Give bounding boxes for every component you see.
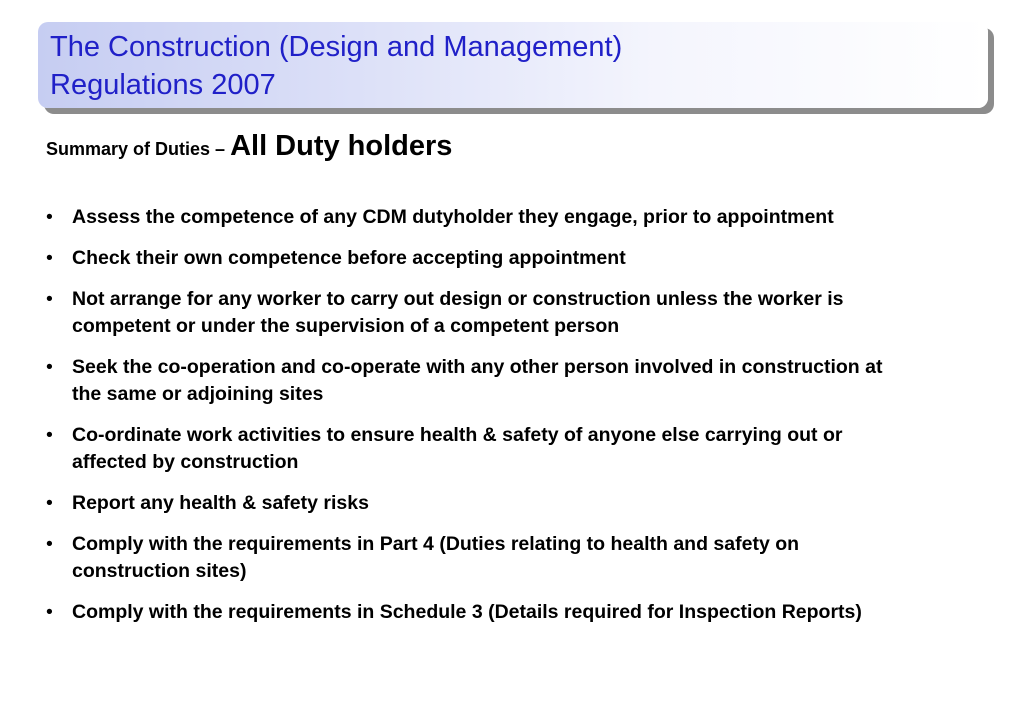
- duty-text: Comply with the requirements in Part 4 (Duties relating to health and safety on construction sites): [72, 533, 800, 582]
- slide-title: [50, 28, 622, 104]
- duty-text: Comply with the requirements in Schedule 3 (Details required for Inspection Reports): [72, 601, 862, 623]
- list-item: [46, 422, 916, 476]
- slide-subtitle: [46, 130, 452, 163]
- subtitle-main: All Duty holders: [230, 130, 453, 162]
- duty-text: Co-ordinate work activities to ensure health & safety of anyone else carrying out or affected by construction: [72, 424, 843, 473]
- duty-text: Report any health & safety risks: [72, 492, 369, 514]
- title-banner: [38, 22, 988, 108]
- bullet-icon: •: [46, 601, 53, 623]
- duty-text: Seek the co-operation and co-operate with any other person involved in construction at the same or adjoining sites: [72, 356, 883, 405]
- duty-text: Assess the competence of any CDM dutyholder they engage, prior to appointment: [72, 206, 834, 228]
- subtitle-prefix: Summary of Duties –: [46, 139, 231, 159]
- slide-title-line-1: The Construction (Design and Management): [50, 31, 623, 63]
- bullet-icon: •: [46, 206, 53, 228]
- list-item: [46, 286, 916, 340]
- list-item: [46, 599, 916, 626]
- duty-text: Check their own competence before accepting appointment: [72, 247, 626, 269]
- list-item: [46, 354, 916, 408]
- list-item: [46, 204, 916, 231]
- bullet-icon: •: [46, 247, 53, 269]
- duties-list: [46, 204, 916, 640]
- bullet-icon: •: [46, 288, 53, 310]
- bullet-icon: •: [46, 533, 53, 555]
- list-item: [46, 245, 916, 272]
- bullet-icon: •: [46, 492, 53, 514]
- list-item: [46, 490, 916, 517]
- list-item: [46, 531, 916, 585]
- bullet-icon: •: [46, 424, 53, 446]
- slide-title-line-2: Regulations 2007: [50, 69, 276, 101]
- duty-text: Not arrange for any worker to carry out design or construction unless the worker is competent or under the supervision of a competent person: [72, 288, 844, 337]
- bullet-icon: •: [46, 356, 53, 378]
